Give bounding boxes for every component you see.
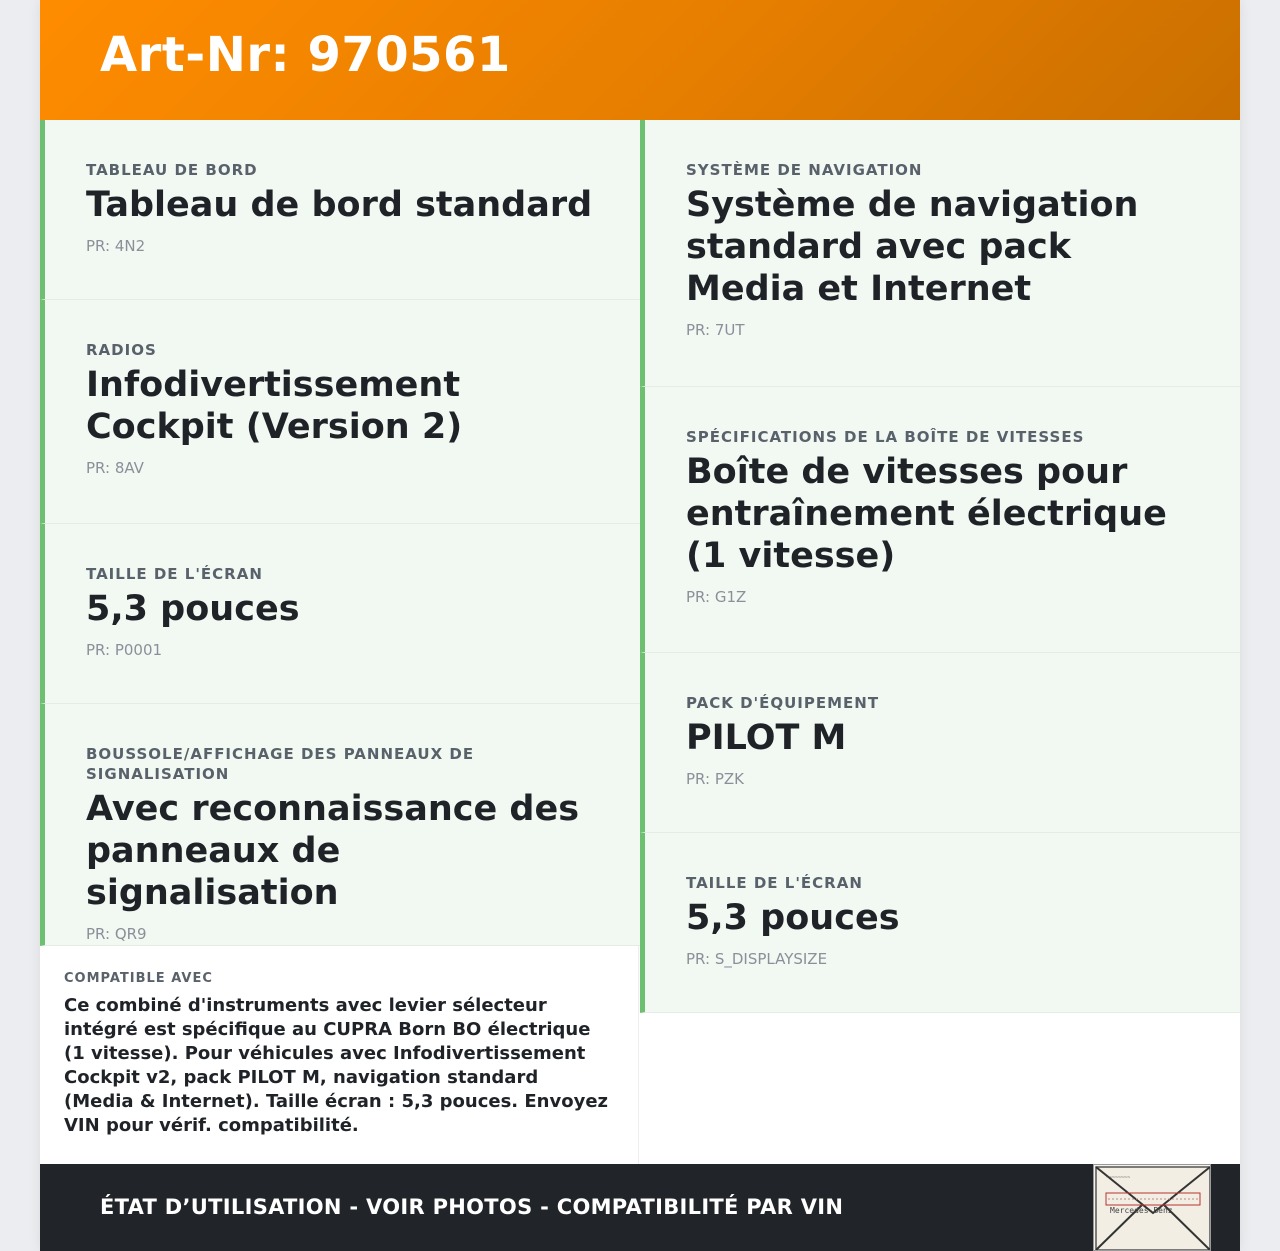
product-sheet: [40, 0, 1240, 1251]
svg-text:~~~~~~~~: ~~~~~~~~: [1106, 1175, 1131, 1181]
envelope-icon: [1094, 1165, 1211, 1251]
compatibility-section: [40, 946, 639, 1164]
spec-pr-code: PR: 4N2: [86, 237, 146, 255]
spec-label: TAILLE DE L'ÉCRAN: [686, 874, 863, 892]
spec-card-radios: [40, 300, 640, 524]
spec-pr-code: PR: G1Z: [686, 588, 747, 606]
footer-bar: [40, 1164, 1240, 1251]
spec-pr-code: PR: 8AV: [86, 459, 144, 477]
envelope-stamp-icon: [1093, 1164, 1211, 1251]
spec-value: 5,3 pouces: [686, 898, 900, 938]
spec-value: Tableau de bord standard: [86, 185, 593, 225]
spec-pr-code: PR: P0001: [86, 641, 163, 659]
spec-value: Infodivertissement Cockpit (Version 2): [86, 365, 463, 447]
spec-card-screen-size: [40, 524, 640, 704]
spec-card-navigation: [640, 120, 1240, 387]
spec-card-dashboard: [40, 120, 640, 300]
svg-text:Mercedes-Benz: Mercedes-Benz: [1110, 1206, 1173, 1215]
spec-label: SPÉCIFICATIONS DE LA BOÎTE DE VITESSES: [686, 428, 1085, 446]
spec-pr-code: PR: S_DISPLAYSIZE: [686, 950, 828, 968]
spec-value: Avec reconnaissance des panneaux de signalisation: [86, 789, 580, 913]
spec-card-gearbox: [640, 387, 1240, 653]
spec-label: BOUSSOLE/AFFICHAGE DES PANNEAUX DE SIGNALISATION: [86, 745, 475, 783]
spec-value: 5,3 pouces: [86, 589, 300, 629]
spec-pr-code: PR: 7UT: [686, 321, 745, 339]
compatibility-text: Ce combiné d'instruments avec levier sélecteur intégré est spécifique au CUPRA Born BO électrique (1 vitesse). Pour véhicules avec Infodivertissement Cockpit v2, pack PILOT M, navigation standard (Media & Internet). Taille écran : 5,3 pouces. Envoyez VIN pour vérif. compatibilité.: [64, 995, 609, 1136]
spec-card-equipment-pack: [640, 653, 1240, 833]
compatibility-label: COMPATIBLE AVEC: [64, 971, 213, 986]
spec-value: PILOT M: [686, 718, 847, 758]
spec-pr-code: PR: PZK: [686, 770, 744, 788]
spec-label: RADIOS: [86, 341, 157, 359]
spec-label: SYSTÈME DE NAVIGATION: [686, 161, 923, 179]
spec-value: Boîte de vitesses pour entraînement électrique (1 vitesse): [686, 452, 1167, 576]
spec-label: PACK D'ÉQUIPEMENT: [686, 694, 880, 712]
header-banner: [40, 0, 1240, 120]
spec-pr-code: PR: QR9: [86, 925, 147, 943]
spec-value: Système de navigation standard avec pack Media et Internet: [686, 185, 1139, 309]
spec-label: TAILLE DE L'ÉCRAN: [86, 565, 263, 583]
spec-card-screen-size-2: [640, 833, 1240, 1013]
article-number-title: Art-Nr: 970561: [100, 27, 511, 83]
spec-label: TABLEAU DE BORD: [86, 161, 258, 179]
footer-text: ÉTAT D’UTILISATION - VOIR PHOTOS - COMPATIBILITÉ PAR VIN: [100, 1195, 844, 1219]
spec-card-traffic-signs: [40, 704, 640, 946]
